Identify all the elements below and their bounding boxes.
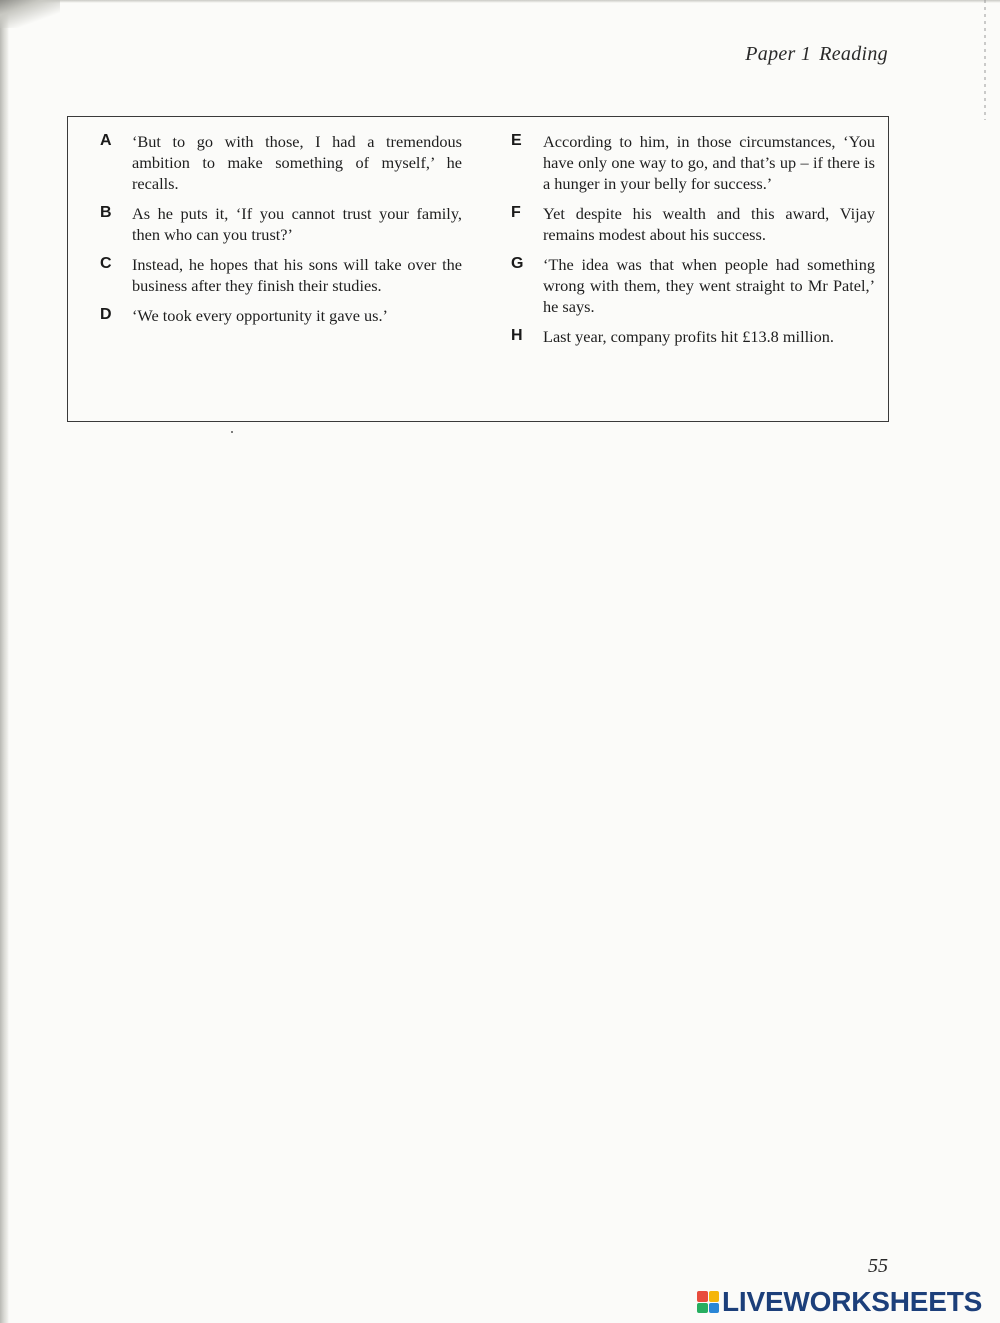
- option-letter: D: [100, 306, 112, 323]
- option-text: According to him, in those circumstances, ‘You have only one way to go, and that’s up – if there is a hunger in your belly for success.’: [543, 132, 875, 193]
- option-text: Instead, he hopes that his sons will take over the business after they finish their studies.: [132, 255, 462, 295]
- options-box: [67, 116, 889, 422]
- options-column-left: [100, 131, 462, 335]
- option-letter: C: [100, 255, 112, 272]
- option-h: [511, 326, 875, 347]
- option-letter: E: [511, 132, 522, 149]
- liveworksheets-logo-icon: [697, 1291, 719, 1313]
- option-text: ‘We took every opportunity it gave us.’: [132, 306, 388, 325]
- scan-corner: [0, 0, 60, 28]
- option-text: ‘The idea was that when people had something wrong with them, they went straight to Mr Patel,’ he says.: [543, 255, 875, 316]
- option-letter: G: [511, 255, 524, 272]
- scan-speck: [231, 431, 233, 433]
- option-text: Last year, company profits hit £13.8 million.: [543, 327, 835, 346]
- running-head: [745, 43, 888, 66]
- running-head-section: Reading: [819, 43, 888, 65]
- option-e: [511, 131, 875, 194]
- option-f: [511, 203, 875, 245]
- option-a: [100, 131, 462, 194]
- option-letter: H: [511, 327, 523, 344]
- option-b: [100, 203, 462, 245]
- option-text: ‘But to go with those, I had a tremendous ambition to make something of myself,’ he recalls.: [132, 132, 462, 193]
- watermark: [697, 1287, 982, 1317]
- running-head-paper: Paper 1: [745, 43, 812, 65]
- option-letter: A: [100, 132, 112, 149]
- options-column-right: [511, 131, 875, 356]
- option-text: Yet despite his wealth and this award, Vijay remains modest about his success.: [543, 204, 875, 244]
- option-c: [100, 254, 462, 296]
- scan-edge-right: [984, 0, 986, 120]
- option-g: [511, 254, 875, 317]
- option-letter: B: [100, 204, 112, 221]
- option-text: As he puts it, ‘If you cannot trust your family, then who can you trust?’: [132, 204, 462, 244]
- scan-edge-left: [0, 0, 9, 1323]
- watermark-text: LIVEWORKSHEETS: [722, 1286, 983, 1317]
- option-letter: F: [511, 204, 521, 221]
- page-number: 55: [868, 1255, 888, 1277]
- scan-edge-top: [0, 0, 1000, 3]
- option-d: [100, 305, 462, 326]
